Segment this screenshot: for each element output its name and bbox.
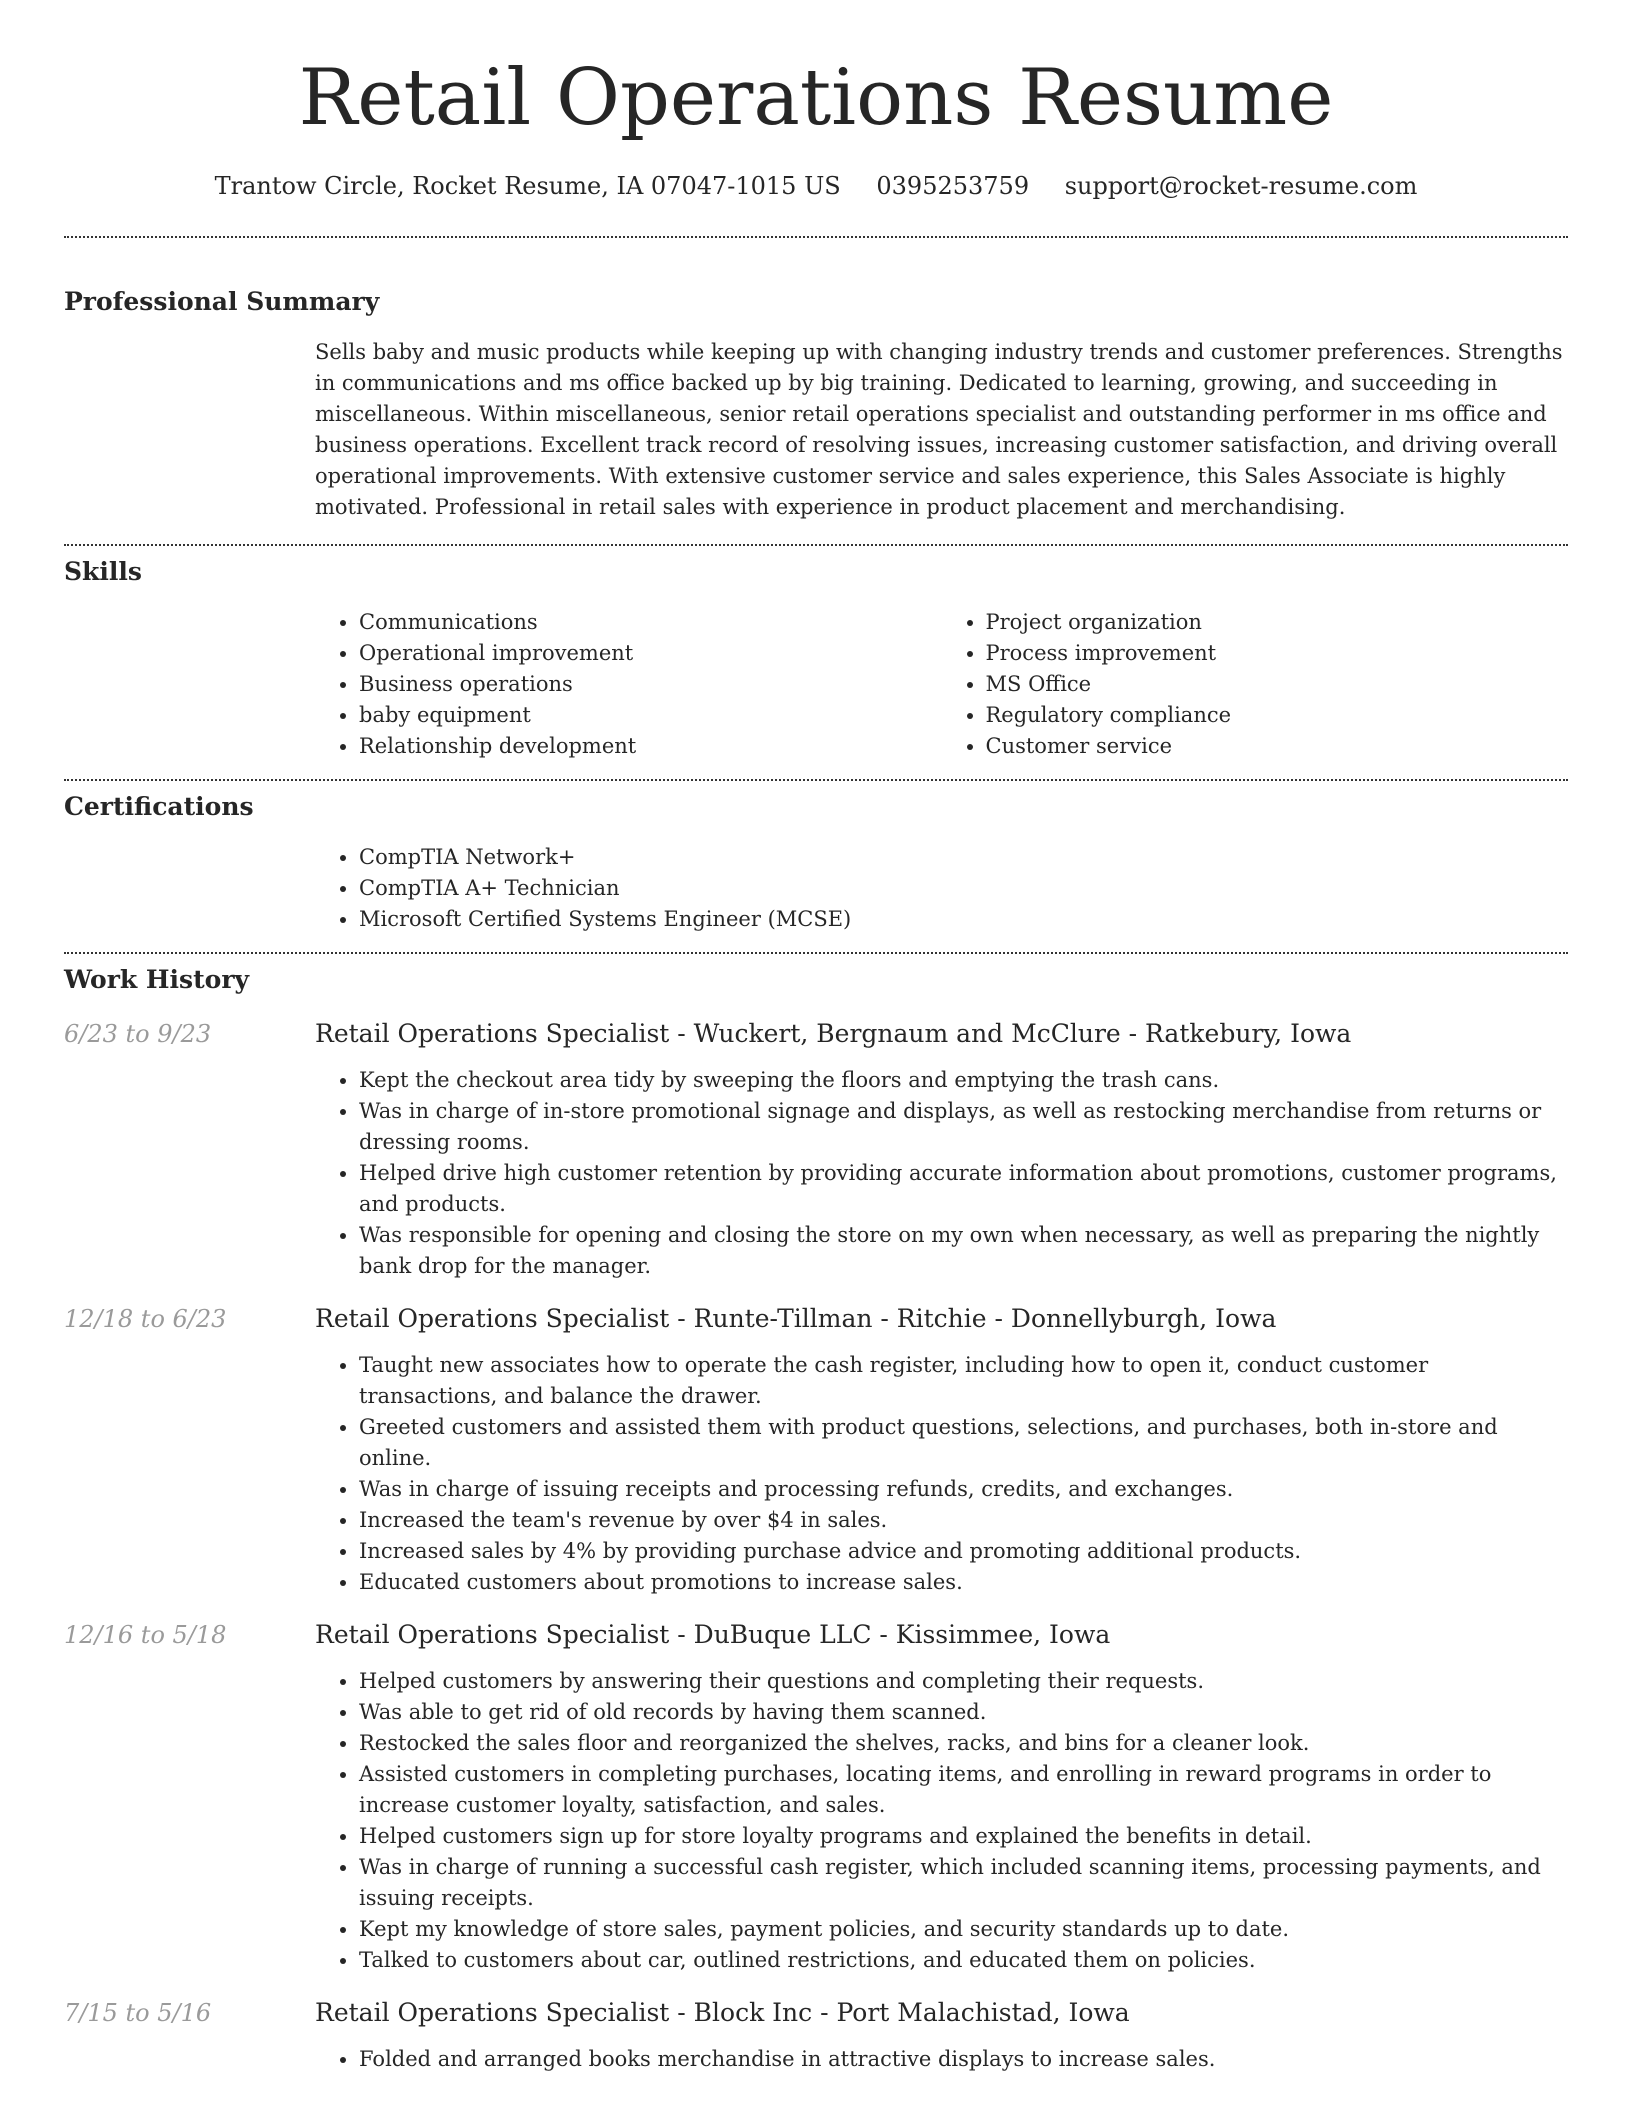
list-item: • Microsoft Certified Systems Engineer (MCSE) [359,904,1568,935]
job-bullets [315,1350,1568,1598]
list-item: • Greeted customers and assisted them with product questions, selections, and purchases, both in-store and online. [359,1412,1568,1474]
list-item: • MS Office [986,669,1569,700]
list-item: • baby equipment [359,700,942,731]
section-divider [64,952,1568,954]
job-entry [64,1996,1568,2075]
job-header [64,1017,1568,1051]
list-item: • Customer service [986,731,1569,762]
job-title: Retail Operations Specialist - Wuckert, Bergnaum and McClure - Ratkebury, Iowa [315,1019,1352,1048]
list-item: • CompTIA Network+ [359,842,1568,873]
summary-text: Sells baby and music products while keeping up with changing industry trends and customer preferences. Strengths in communications and ms office backed up by big training. Dedicated to learning, growing, and succeeding in miscellaneous. Within miscellaneous, senior retail operations specialist and outstanding performer in ms office and business operations. Excellent track record of resolving issues, increasing customer satisfaction, and driving overall operational improvements. With extensive customer service and sales experience, this Sales Associate is highly motivated. Professional in retail sales with experience in product placement and merchandising. [315,340,1563,519]
resume-page [64,0,1568,2075]
summary-heading: Professional Summary [64,287,380,316]
job-dates: 7/15 to 5/16 [64,1999,212,2027]
certifications-heading: Certifications [64,792,254,821]
list-item: • Kept my knowledge of store sales, payment policies, and security standards up to date. [359,1914,1568,1945]
job-dates: 12/16 to 5/18 [64,1621,227,1649]
resume-title: Retail Operations Resume [298,53,1334,143]
job-bullets [315,1666,1568,1976]
list-item: • Restocked the sales floor and reorganized the shelves, racks, and bins for a cleaner look. [359,1728,1568,1759]
certifications-list [315,842,1568,935]
job-entry [64,1017,1568,1282]
list-item: • Project organization [986,607,1569,638]
list-item: • Kept the checkout area tidy by sweeping the floors and emptying the trash cans. [359,1065,1568,1096]
list-item: • Increased sales by 4% by providing purchase advice and promoting additional products. [359,1536,1568,1567]
list-item: • Operational improvement [359,638,942,669]
list-item: • Was able to get rid of old records by having them scanned. [359,1697,1568,1728]
section-divider [64,779,1568,781]
job-bullets [315,1065,1568,1282]
list-item: • Taught new associates how to operate the cash register, including how to open it, conduct customer transactions, and balance the drawer. [359,1350,1568,1412]
job-dates: 6/23 to 9/23 [64,1020,212,1048]
list-item: • Talked to customers about car, outlined restrictions, and educated them on policies. [359,1945,1568,1976]
job-dates: 12/18 to 6/23 [64,1305,227,1333]
skills-heading: Skills [64,557,142,586]
job-header [64,1996,1568,2030]
list-item: • Was in charge of issuing receipts and processing refunds, credits, and exchanges. [359,1474,1568,1505]
work-history-heading: Work History [64,965,250,994]
section-divider [64,236,1568,238]
list-item: • Was responsible for opening and closing the store on my own when necessary, as well as preparing the nightly bank drop for the manager. [359,1220,1568,1282]
list-item: • Helped customers by answering their questions and completing their requests. [359,1666,1568,1697]
list-item: • CompTIA A+ Technician [359,873,1568,904]
list-item: • Regulatory compliance [986,700,1569,731]
list-item: • Was in charge of in-store promotional signage and displays, as well as restocking merchandise from returns or dressing rooms. [359,1096,1568,1158]
skills-list-left [315,607,942,762]
list-item: • Folded and arranged books merchandise in attractive displays to increase sales. [359,2044,1568,2075]
job-header [64,1618,1568,1652]
summary-section [315,337,1568,523]
list-item: • Process improvement [986,638,1569,669]
job-entry [64,1618,1568,1976]
job-title: Retail Operations Specialist - Runte-Tillman - Ritchie - Donnellyburgh, Iowa [315,1304,1277,1333]
list-item: • Educated customers about promotions to increase sales. [359,1567,1568,1598]
contact-line [64,170,1568,202]
job-bullets [315,2044,1568,2075]
job-title: Retail Operations Specialist - Block Inc - Port Malachistad, Iowa [315,1998,1130,2027]
list-item: • Business operations [359,669,942,700]
list-item: • Assisted customers in completing purchases, locating items, and enrolling in reward programs in order to increase customer loyalty, satisfaction, and sales. [359,1759,1568,1821]
list-item: • Increased the team's revenue by over $4 in sales. [359,1505,1568,1536]
list-item: • Helped drive high customer retention by providing accurate information about promotions, customer programs, and products. [359,1158,1568,1220]
skills-section [315,607,1568,762]
list-item: • Relationship development [359,731,942,762]
job-header [64,1302,1568,1336]
list-item: • Helped customers sign up for store loyalty programs and explained the benefits in detail. [359,1821,1568,1852]
certifications-section [315,842,1568,935]
section-divider [64,544,1568,546]
skills-list-right [942,607,1569,762]
job-title: Retail Operations Specialist - DuBuque LLC - Kissimmee, Iowa [315,1620,1111,1649]
list-item: • Was in charge of running a successful cash register, which included scanning items, processing payments, and issuing receipts. [359,1852,1568,1914]
contact-email: support@rocket-resume.com [1064,172,1418,200]
list-item: • Communications [359,607,942,638]
contact-address: Trantow Circle, Rocket Resume, IA 07047-1015 US [214,172,841,200]
job-entry [64,1302,1568,1598]
contact-phone: 0395253759 [876,172,1030,200]
